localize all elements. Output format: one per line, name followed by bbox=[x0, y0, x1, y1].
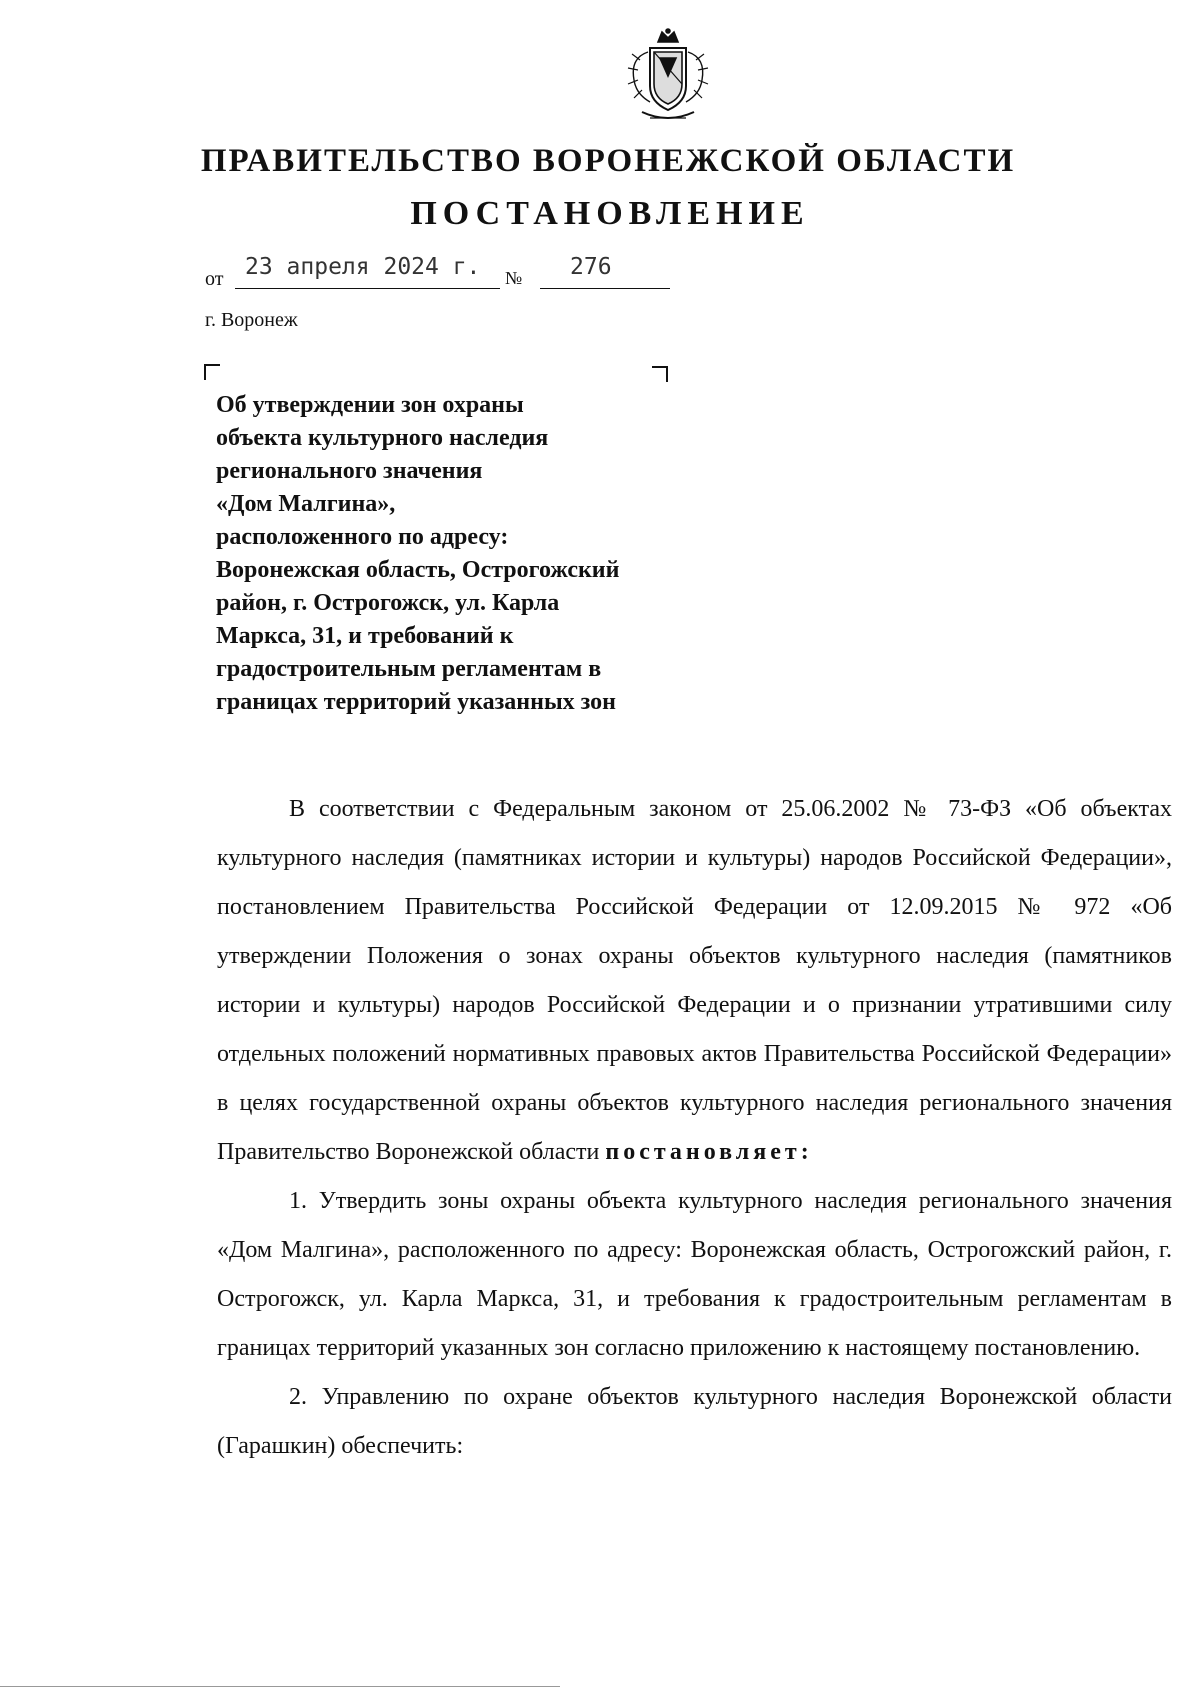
date-underline bbox=[235, 288, 500, 289]
subject-line: регионального значения bbox=[216, 458, 483, 484]
subject-line: Об утверждении зон охраны bbox=[216, 392, 524, 418]
organization-title: ПРАВИТЕЛЬСТВО ВОРОНЕЖСКОЙ ОБЛАСТИ bbox=[200, 143, 1016, 179]
coat-of-arms-icon bbox=[620, 28, 716, 128]
number-underline bbox=[540, 288, 670, 289]
date-number-row bbox=[205, 252, 675, 294]
document-date: 23 апреля 2024 г. bbox=[245, 254, 481, 280]
item-1-paragraph: 1. Утвердить зоны охраны объекта культурного наследия регионального значения «Дом Малгина», расположенного по адресу: Воронежская область, Острогожский район, г. Острогожск, ул. Карла Маркса, 31, и требования к градостроительным регламентам в границах территорий указанных зон согласно приложению к настоящему постановлению. bbox=[217, 1188, 1172, 1361]
subject-corner-left bbox=[204, 364, 220, 380]
subject-line: границах территорий указанных зон bbox=[216, 689, 617, 715]
subject-line: Маркса, 31, и требований к bbox=[216, 623, 514, 649]
decree-word: постановляет: bbox=[605, 1139, 813, 1165]
preamble-paragraph bbox=[217, 785, 1172, 1177]
subject-line: «Дом Малгина», bbox=[216, 491, 396, 517]
item-2-paragraph: 2. Управлению по охране объектов культурного наследия Воронежской области (Гарашкин) обеспечить: bbox=[217, 1384, 1172, 1459]
date-prefix: от bbox=[205, 268, 224, 290]
subject-corner-right bbox=[652, 366, 668, 382]
subject-line: объекта культурного наследия bbox=[216, 425, 549, 451]
subject-line: градостроительным регламентам в bbox=[216, 656, 602, 682]
document-body bbox=[217, 785, 1172, 1471]
document-type-title: ПОСТАНОВЛЕНИЕ bbox=[410, 195, 810, 232]
document-number: 276 bbox=[570, 254, 612, 280]
subject-line: расположенного по адресу: bbox=[216, 524, 509, 550]
subject-block bbox=[216, 389, 736, 719]
number-label: № bbox=[505, 268, 523, 288]
footer-divider bbox=[0, 1686, 560, 1687]
subject-line: Воронежская область, Острогожский bbox=[216, 557, 620, 583]
city-name: г. Воронеж bbox=[205, 309, 298, 331]
subject-line: район, г. Острогожск, ул. Карла bbox=[216, 590, 560, 616]
preamble-text: В соответствии с Федеральным законом от 25.06.2002 № 73-ФЗ «Об объектах культурного наследия (памятниках истории и культуры) народов Российской Федерации», постановлением Правительства Российской Федерации от 12.09.2015 № 972 «Об утверждении Положения о зонах охраны объектов культурного наследия (памятников истории и культуры) народов Российской Федерации и о признании утратившими силу отдельных положений нормативных правовых актов Правительства Российской Федерации» в целях государственной охраны объектов культурного наследия регионального значения Правительство Воронежской области bbox=[217, 796, 1172, 1165]
